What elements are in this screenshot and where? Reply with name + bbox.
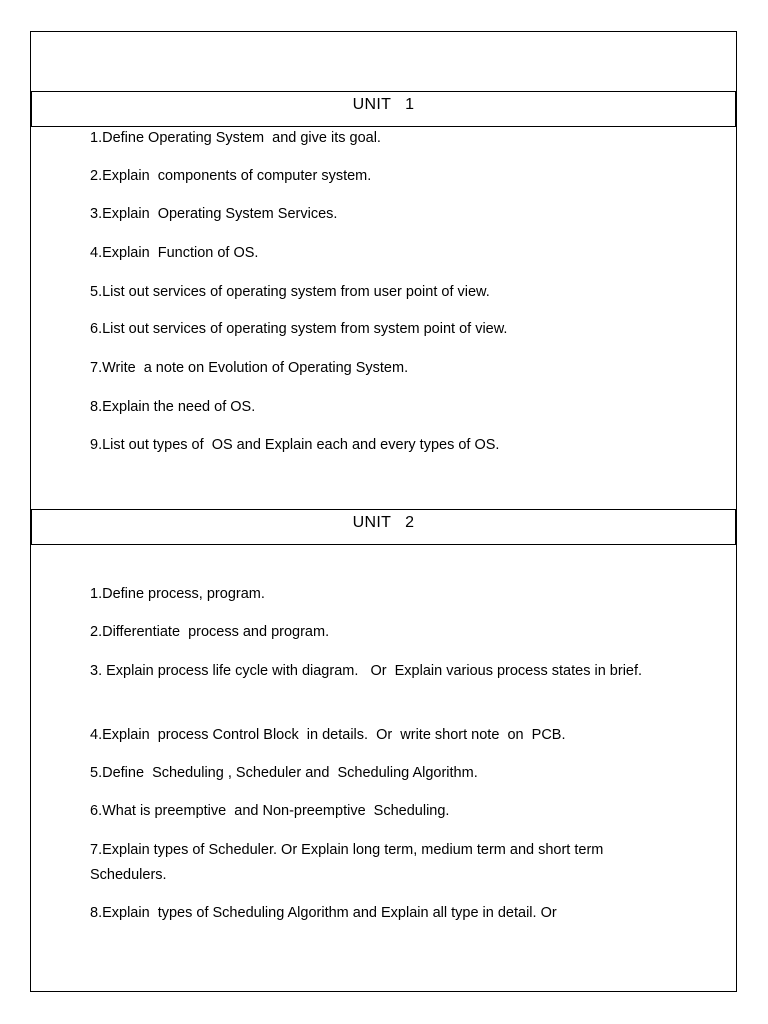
unit-2-heading: UNIT 2: [31, 509, 736, 545]
unit-2-question-5: 5.Define Scheduling , Scheduler and Scheduling Algorithm.: [90, 765, 478, 781]
unit-1-question-9: 9.List out types of OS and Explain each and every types of OS.: [90, 437, 500, 453]
unit-2-question-8: 8.Explain types of Scheduling Algorithm and Explain all type in detail. Or: [90, 905, 557, 921]
unit-1-question-4: 4.Explain Function of OS.: [90, 245, 259, 261]
unit-1-question-1: 1.Define Operating System and give its goal.: [90, 130, 381, 146]
unit-1-question-2: 2.Explain components of computer system.: [90, 168, 372, 184]
unit-1-question-3: 3.Explain Operating System Services.: [90, 206, 338, 222]
unit-1-question-5: 5.List out services of operating system from user point of view.: [90, 284, 490, 300]
unit-2-question-4: 4.Explain process Control Block in details. Or write short note on PCB.: [90, 727, 566, 743]
unit-1-question-7: 7.Write a note on Evolution of Operating System.: [90, 360, 409, 376]
unit-1-question-6: 6.List out services of operating system from system point of view.: [90, 321, 508, 337]
unit-2-question-3: 3. Explain process life cycle with diagram. Or Explain various process states in brief.: [90, 663, 643, 679]
unit-2-question-7: 7.Explain types of Scheduler. Or Explain long term, medium term and short term Schedulers.: [90, 842, 608, 883]
unit-1-question-8: 8.Explain the need of OS.: [90, 399, 256, 415]
unit-2-question-2: 2.Differentiate process and program.: [90, 624, 330, 640]
unit-2-question-1: 1.Define process, program.: [90, 586, 265, 602]
unit-1-heading: UNIT 1: [31, 91, 736, 127]
unit-2-question-6: 6.What is preemptive and Non-preemptive Scheduling.: [90, 803, 450, 819]
